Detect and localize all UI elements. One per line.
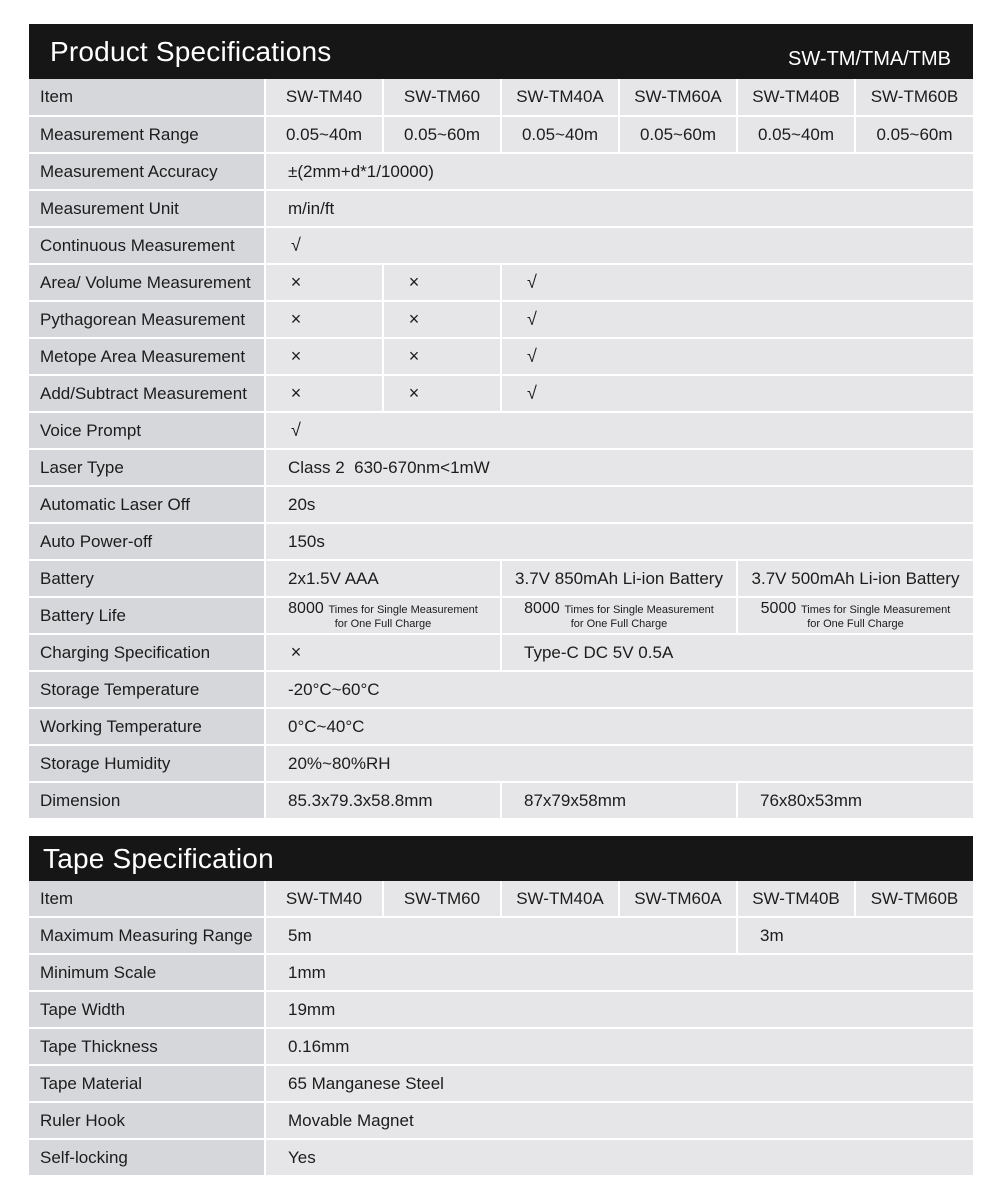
row-label: Dimension	[29, 783, 266, 820]
row-label: Tape Thickness	[29, 1029, 266, 1066]
table-row	[29, 561, 973, 598]
table-cell	[266, 302, 384, 339]
check-icon: √	[527, 383, 537, 403]
battery-life-line2: for One Full Charge	[334, 617, 432, 630]
table-header-row	[29, 79, 973, 117]
table-cell	[502, 265, 973, 302]
model-header: SW-TM40B	[738, 881, 856, 918]
row-label: Auto Power-off	[29, 524, 266, 561]
battery-life-line1: Times for Single Measurement	[328, 603, 478, 616]
cross-icon: ×	[290, 272, 302, 292]
table-cell: 85.3x79.3x58.8mm	[266, 783, 502, 820]
check-icon: √	[527, 309, 537, 329]
row-label: Storage Temperature	[29, 672, 266, 709]
table-row	[29, 709, 973, 746]
row-label: Maximum Measuring Range	[29, 918, 266, 955]
table-row	[29, 918, 973, 955]
battery-life-line2: for One Full Charge	[807, 617, 904, 630]
cross-icon: ×	[408, 309, 420, 329]
model-header: SW-TM40A	[502, 79, 620, 117]
check-icon: √	[291, 420, 301, 440]
row-label: Add/Subtract Measurement	[29, 376, 266, 413]
table-cell: Yes	[266, 1140, 973, 1177]
table-cell: 65 Manganese Steel	[266, 1066, 973, 1103]
table-row	[29, 450, 973, 487]
table-cell: 3.7V 850mAh Li-ion Battery	[502, 561, 738, 598]
row-label: Tape Width	[29, 992, 266, 1029]
table-row	[29, 1029, 973, 1066]
table-cell: 0.05~60m	[856, 117, 973, 154]
battery-life-count: 8000	[524, 599, 560, 617]
row-label: Working Temperature	[29, 709, 266, 746]
table-cell: 0.05~60m	[384, 117, 502, 154]
row-label: Measurement Accuracy	[29, 154, 266, 191]
row-label: Pythagorean Measurement	[29, 302, 266, 339]
table-cell: 19mm	[266, 992, 973, 1029]
tape-specification-section	[29, 836, 973, 1177]
table-cell: Class 2 630-670nm<1mW	[266, 450, 973, 487]
row-label: Ruler Hook	[29, 1103, 266, 1140]
row-label: Battery	[29, 561, 266, 598]
table-cell: 0.16mm	[266, 1029, 973, 1066]
product-specifications-section	[29, 24, 973, 820]
row-label: Minimum Scale	[29, 955, 266, 992]
table-cell	[502, 598, 738, 635]
row-label: Metope Area Measurement	[29, 339, 266, 376]
row-label: Continuous Measurement	[29, 228, 266, 265]
table-cell	[738, 598, 973, 635]
table-cell: 3m	[738, 918, 973, 955]
row-label: Storage Humidity	[29, 746, 266, 783]
model-header: SW-TM60	[384, 79, 502, 117]
table-cell: 0.05~40m	[738, 117, 856, 154]
battery-life-line1: Times for Single Measurement	[800, 603, 951, 616]
table-cell	[502, 302, 973, 339]
table-cell: 3.7V 500mAh Li-ion Battery	[738, 561, 973, 598]
row-label: Measurement Range	[29, 117, 266, 154]
cross-icon: ×	[290, 642, 302, 662]
cross-icon: ×	[408, 383, 420, 403]
table-cell: 0.05~40m	[266, 117, 384, 154]
table-cell	[266, 376, 384, 413]
table-row	[29, 302, 973, 339]
table-cell: 1mm	[266, 955, 973, 992]
table-row	[29, 1140, 973, 1177]
table-cell	[384, 302, 502, 339]
model-header: SW-TM40	[266, 79, 384, 117]
product-specifications-header	[29, 24, 973, 79]
row-label: Tape Material	[29, 1066, 266, 1103]
row-label: Voice Prompt	[29, 413, 266, 450]
table-cell	[266, 413, 973, 450]
table-row	[29, 228, 973, 265]
check-icon: √	[527, 272, 537, 292]
table-row	[29, 154, 973, 191]
row-label: Measurement Unit	[29, 191, 266, 228]
table-row	[29, 1103, 973, 1140]
table-cell: 0°C~40°C	[266, 709, 973, 746]
model-header: SW-TM40A	[502, 881, 620, 918]
table-cell	[384, 265, 502, 302]
battery-life-count: 5000	[760, 599, 797, 617]
battery-life-line1: Times for Single Measurement	[564, 603, 714, 616]
table-header-row	[29, 881, 973, 918]
cross-icon: ×	[408, 346, 420, 366]
table-row	[29, 783, 973, 820]
table-cell	[266, 228, 973, 265]
table-cell: Movable Magnet	[266, 1103, 973, 1140]
table-cell	[266, 339, 384, 376]
cross-icon: ×	[408, 272, 420, 292]
table-cell	[266, 598, 502, 635]
table-row	[29, 265, 973, 302]
model-header: SW-TM40B	[738, 79, 856, 117]
table-cell: 150s	[266, 524, 973, 561]
table-cell	[502, 339, 973, 376]
row-label: Laser Type	[29, 450, 266, 487]
table-cell: 5m	[266, 918, 738, 955]
series-label: SW-TM/TMA/TMB	[788, 48, 951, 70]
model-header: SW-TM60B	[856, 881, 973, 918]
model-header: SW-TM60B	[856, 79, 973, 117]
row-label: Self-locking	[29, 1140, 266, 1177]
product-specifications-table	[29, 79, 973, 820]
tape-specification-table	[29, 881, 973, 1177]
table-row	[29, 598, 973, 635]
row-label: Item	[29, 79, 266, 117]
table-row	[29, 191, 973, 228]
model-header: SW-TM40	[266, 881, 384, 918]
table-cell: 20s	[266, 487, 973, 524]
table-row	[29, 117, 973, 154]
table-row	[29, 635, 973, 672]
table-row	[29, 413, 973, 450]
tape-specification-header	[29, 836, 973, 881]
table-cell: -20°C~60°C	[266, 672, 973, 709]
model-header: SW-TM60A	[620, 881, 738, 918]
battery-life-line2: for One Full Charge	[570, 617, 668, 630]
row-label: Charging Specification	[29, 635, 266, 672]
table-row	[29, 376, 973, 413]
table-cell: 2x1.5V AAA	[266, 561, 502, 598]
section-title: Product Specifications	[50, 36, 332, 67]
check-icon: √	[291, 235, 301, 255]
table-row	[29, 1066, 973, 1103]
table-cell	[266, 265, 384, 302]
table-cell: 20%~80%RH	[266, 746, 973, 783]
table-row	[29, 524, 973, 561]
model-header: SW-TM60	[384, 881, 502, 918]
row-label: Automatic Laser Off	[29, 487, 266, 524]
check-icon: √	[527, 346, 537, 366]
table-cell: Type-C DC 5V 0.5A	[502, 635, 973, 672]
model-header: SW-TM60A	[620, 79, 738, 117]
table-cell: ±(2mm+d*1/10000)	[266, 154, 973, 191]
table-cell	[502, 376, 973, 413]
cross-icon: ×	[290, 309, 302, 329]
cross-icon: ×	[290, 346, 302, 366]
row-label: Battery Life	[29, 598, 266, 635]
row-label: Item	[29, 881, 266, 918]
table-cell	[266, 635, 502, 672]
table-cell	[384, 339, 502, 376]
table-cell	[384, 376, 502, 413]
battery-life-count: 8000	[288, 599, 324, 617]
table-cell: 0.05~40m	[502, 117, 620, 154]
table-row	[29, 746, 973, 783]
table-cell: m/in/ft	[266, 191, 973, 228]
table-cell: 76x80x53mm	[738, 783, 973, 820]
section-title: Tape Specification	[43, 843, 274, 874]
table-row	[29, 487, 973, 524]
table-cell: 87x79x58mm	[502, 783, 738, 820]
table-cell: 0.05~60m	[620, 117, 738, 154]
table-row	[29, 955, 973, 992]
row-label: Area/ Volume Measurement	[29, 265, 266, 302]
cross-icon: ×	[290, 383, 302, 403]
table-row	[29, 339, 973, 376]
table-row	[29, 672, 973, 709]
table-row	[29, 992, 973, 1029]
